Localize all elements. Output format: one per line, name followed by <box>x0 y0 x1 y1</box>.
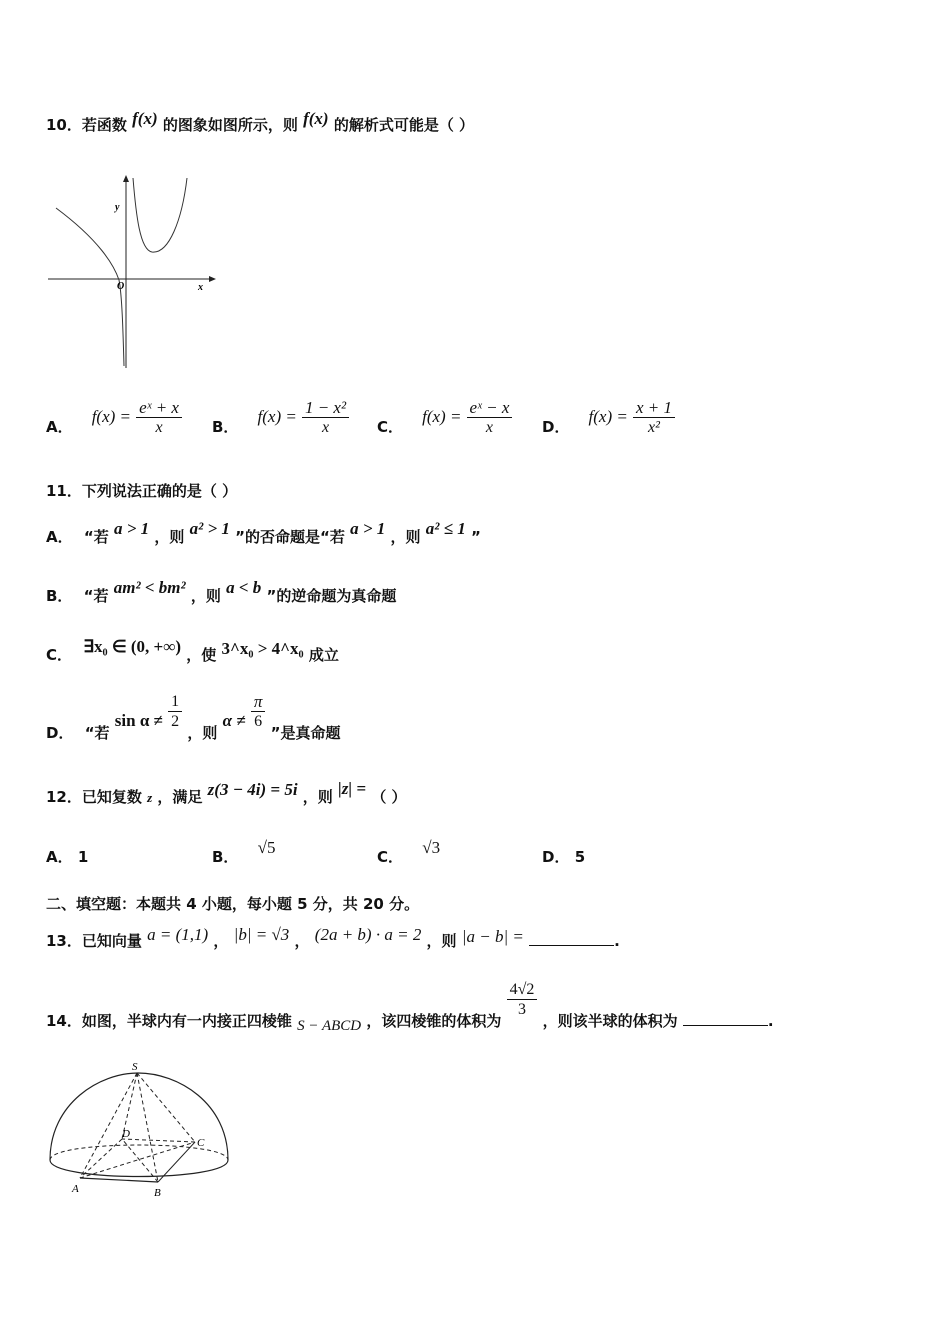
q10-option-d-letter: D． <box>542 418 570 436</box>
q13-m3: (2a + b) · a = 2 <box>314 925 422 944</box>
q11-stem <box>46 480 237 501</box>
q11-d-t3: ”是真命题 <box>270 724 341 742</box>
label-b: B <box>154 1187 161 1199</box>
q13-t1: 已知向量 <box>81 932 142 950</box>
edge-sb <box>137 1073 158 1182</box>
q11-b-letter: B． <box>46 587 73 605</box>
q10-function-graph <box>44 170 219 375</box>
q11-d-t2: ，则 <box>187 724 218 742</box>
label-c: C <box>197 1137 205 1149</box>
q11-option-c[interactable] <box>46 637 339 665</box>
q11-a-m4: a² ≤ 1 <box>425 519 466 538</box>
q11-d-n2: π <box>251 692 266 712</box>
label-s: S <box>132 1061 138 1073</box>
q10-option-c-lhs: f(x) = <box>422 407 462 426</box>
q11-d-n1: 1 <box>168 692 182 712</box>
q14-t1: 如图，半球内有一内接正四棱锥 <box>81 1012 292 1030</box>
q12-b-value: √5 <box>257 838 276 857</box>
q13-t2: ， <box>213 932 229 950</box>
q11-option-a[interactable] <box>46 519 481 547</box>
q14-num: 4√2 <box>507 980 538 1000</box>
q14-end: . <box>767 1012 774 1030</box>
graph-origin-label: O <box>117 281 125 292</box>
q12-m2: z(3 − 4i) = 5i <box>207 780 298 799</box>
q13-number: 13． <box>46 932 82 950</box>
q10-option-b-num: 1 − x² <box>302 398 349 418</box>
q10-option-b-den: x <box>321 419 330 436</box>
q10-option-a[interactable] <box>46 398 182 437</box>
q11-a-m3: a > 1 <box>350 519 386 538</box>
q11-a-t5: ” <box>470 528 481 546</box>
q11-option-b[interactable] <box>46 578 397 606</box>
q11-a-letter: A． <box>46 528 73 546</box>
q14-answer-blank[interactable] <box>683 1011 768 1026</box>
q11-c-letter: C． <box>46 646 73 664</box>
q11-b-t1: “若 <box>83 587 109 605</box>
q12-m1: z <box>147 790 153 805</box>
q13-t4: ，则 <box>426 932 457 950</box>
y-axis-arrow <box>123 175 129 182</box>
q11-option-d[interactable] <box>46 692 341 742</box>
q12-c-letter: C． <box>377 848 404 866</box>
q11-c-m2: 3^x₀ > 4^x₀ <box>221 639 304 658</box>
q14-t2: ，该四棱锥的体积为 <box>366 1012 502 1030</box>
q10-option-d[interactable] <box>542 398 675 437</box>
x-axis-arrow <box>209 276 216 282</box>
q11-number: 11． <box>46 482 82 500</box>
edge-sc <box>137 1073 195 1142</box>
q11-a-t4: ，则 <box>390 528 421 546</box>
q10-fx-2: f(x) <box>303 109 329 128</box>
q12-option-a[interactable] <box>46 846 88 867</box>
graph-y-label: y <box>115 202 120 213</box>
q10-option-d-den: x² <box>648 419 660 436</box>
q11-a-t1: “若 <box>83 528 109 546</box>
q12-t1: 已知复数 <box>81 788 142 806</box>
q10-option-c-den: x <box>485 419 493 436</box>
q12-option-d[interactable] <box>542 846 585 867</box>
edge-ab <box>80 1178 158 1182</box>
label-a: A <box>72 1183 79 1195</box>
q11-c-m1: ∃x₀ ∈ (0, +∞) <box>83 637 182 656</box>
section-2-title: 二、填空题：本题共 4 小题，每小题 5 分，共 20 分。 <box>46 895 420 913</box>
q14-hemisphere-figure <box>40 1058 240 1203</box>
q12-number: 12． <box>46 788 82 806</box>
q14-t3: ，则该半球的体积为 <box>542 1012 678 1030</box>
q12-option-c[interactable] <box>377 838 441 867</box>
q12-stem <box>46 779 407 807</box>
q11-d-d2: 6 <box>254 713 263 730</box>
q11-d-m2: α ≠ <box>222 711 246 730</box>
q12-a-letter: A． <box>46 848 73 866</box>
q12-b-letter: B． <box>212 848 239 866</box>
q11-d-t1: “若 <box>84 724 110 742</box>
q11-c-t1: ，使 <box>186 646 217 664</box>
q11-d-m1: sin α ≠ <box>114 711 163 730</box>
q14-den: 3 <box>518 1001 527 1018</box>
label-d: D <box>122 1128 130 1140</box>
q10-option-b-letter: B． <box>212 418 239 436</box>
q10-option-b-lhs: f(x) = <box>257 407 297 426</box>
q10-option-c-num: eˣ − x <box>467 398 513 418</box>
q13-stem <box>46 925 620 951</box>
q13-m1: a = (1,1) <box>147 925 209 944</box>
q10-option-d-num: x + 1 <box>633 398 675 418</box>
q10-option-a-den: x <box>155 419 163 436</box>
q12-c-value: √3 <box>422 838 441 857</box>
q11-b-t3: ”的逆命题为真命题 <box>266 587 397 605</box>
q11-a-m1: a > 1 <box>113 519 150 538</box>
q10-stem-c: 的解析式可能是（ ） <box>333 116 475 134</box>
base-ellipse-front <box>50 1160 228 1177</box>
q10-option-a-letter: A． <box>46 418 73 436</box>
q14-m1: S − ABCD <box>297 1018 362 1034</box>
q12-option-b[interactable] <box>212 838 276 867</box>
q11-a-t2: ，则 <box>154 528 185 546</box>
q10-stem-a: 若函数 <box>81 116 127 134</box>
q10-stem <box>46 109 475 135</box>
q10-number: 10． <box>46 116 82 134</box>
q12-a-value: 1 <box>77 848 89 866</box>
graph-x-label: x <box>198 282 203 293</box>
q11-stem-text: 下列说法正确的是（ ） <box>81 482 238 500</box>
q12-t4: （ ） <box>371 788 407 806</box>
q10-option-b[interactable] <box>212 398 349 437</box>
q11-b-m1: am² < bm² <box>113 578 186 597</box>
q13-answer-blank[interactable] <box>529 931 614 946</box>
edge-da <box>80 1139 122 1178</box>
q11-b-m2: a < b <box>226 578 262 597</box>
q12-d-value: 5 <box>574 848 586 866</box>
q11-b-t2: ，则 <box>190 587 221 605</box>
q11-a-t3: ”的否命题是“若 <box>235 528 345 546</box>
curve-right-branch <box>133 178 187 252</box>
q12-t3: ，则 <box>302 788 333 806</box>
q10-stem-b: 的图象如图所示，则 <box>162 116 298 134</box>
q10-fx-1: f(x) <box>132 109 158 128</box>
q11-d-d1: 2 <box>171 713 180 730</box>
q10-option-d-lhs: f(x) = <box>588 407 628 426</box>
q14-number: 14． <box>46 1012 82 1030</box>
q11-a-m2: a² > 1 <box>189 519 230 538</box>
q10-option-a-num: eˣ + x <box>136 398 182 418</box>
q13-m2: |b| = √3 <box>233 925 290 944</box>
q13-t3: ， <box>294 932 310 950</box>
q12-t2: ，满足 <box>157 788 203 806</box>
q12-d-letter: D． <box>542 848 570 866</box>
q11-c-t2: 成立 <box>308 646 339 664</box>
q10-option-c[interactable] <box>377 398 512 437</box>
edge-cd <box>122 1139 195 1142</box>
q10-option-a-lhs: f(x) = <box>91 407 132 426</box>
q11-d-letter: D． <box>46 724 74 742</box>
q10-option-c-letter: C． <box>377 418 404 436</box>
curve-left-branch <box>56 208 124 366</box>
q14-stem <box>46 980 774 1034</box>
q13-end: . <box>614 932 620 950</box>
q13-m4: |a − b| = <box>461 927 524 946</box>
q12-m3: |z| = <box>338 779 367 798</box>
